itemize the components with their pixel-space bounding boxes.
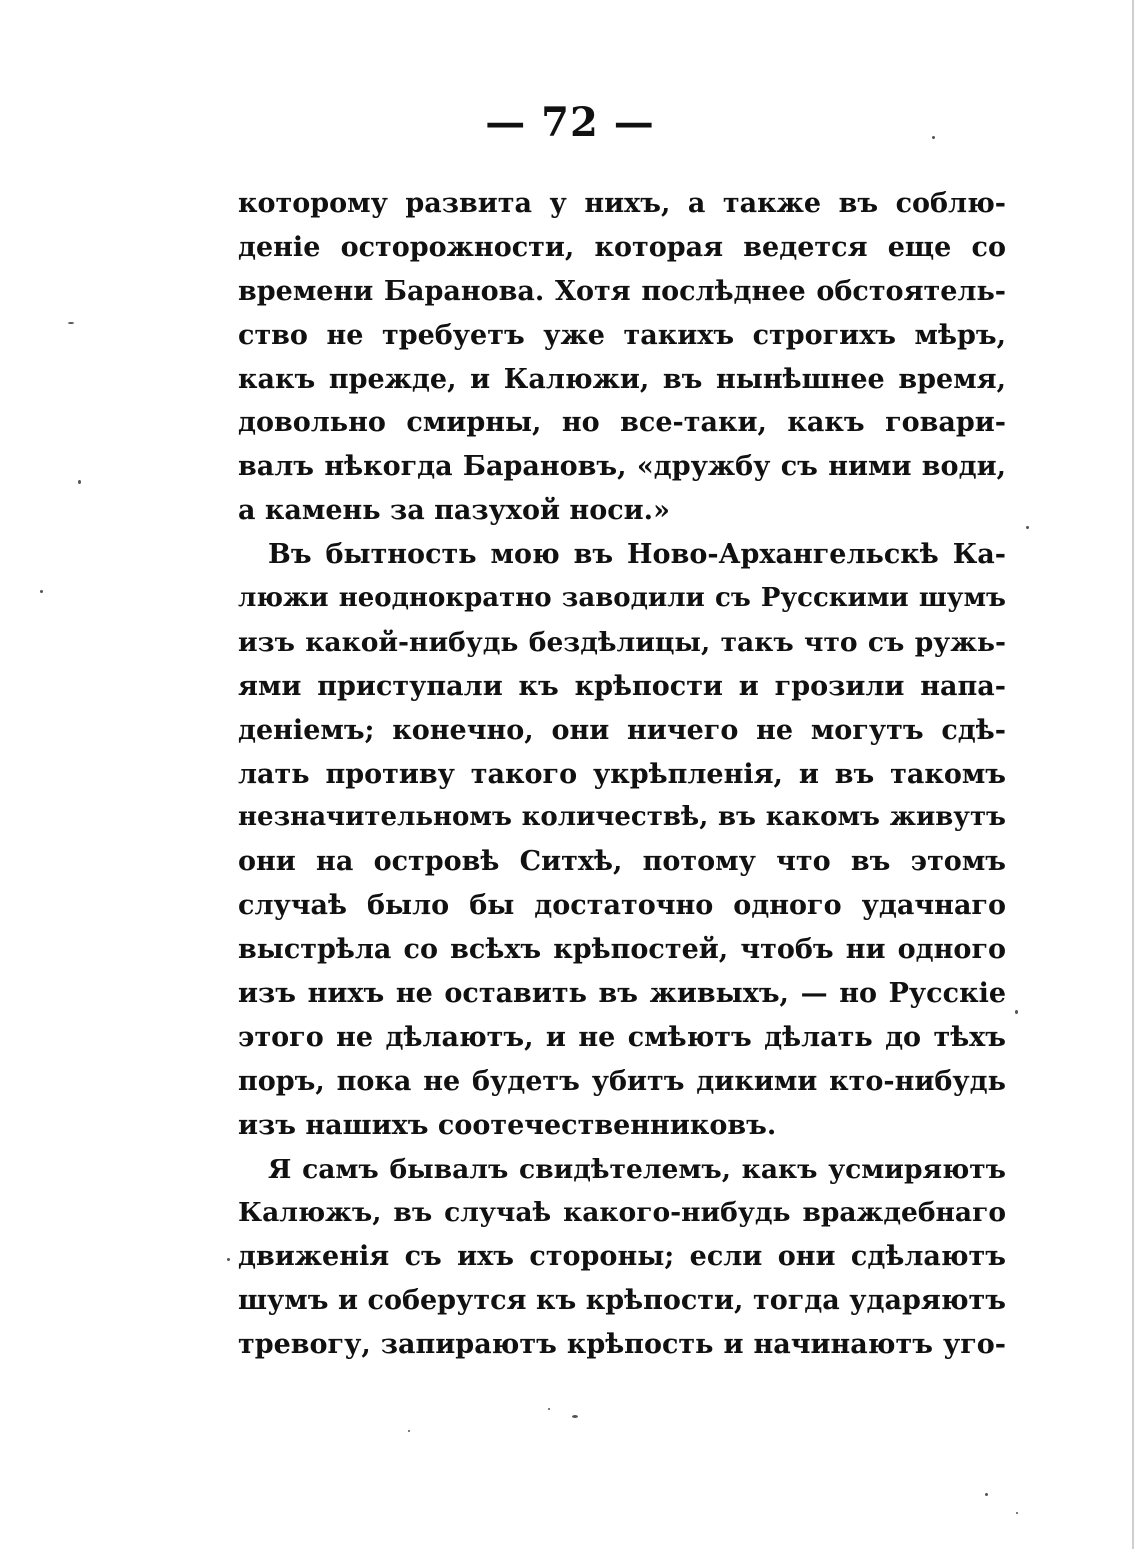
scan-speck bbox=[68, 322, 74, 324]
scan-speck bbox=[227, 1258, 230, 1261]
scan-speck bbox=[40, 590, 43, 593]
text-line: Я самъ бывалъ свидѣтелемъ, какъ усмиряютъ bbox=[268, 1153, 1006, 1185]
scan-speck bbox=[1026, 526, 1029, 529]
text-line: этого не дѣлаютъ, и не смѣютъ дѣлать до тѣхъ bbox=[238, 1021, 1006, 1053]
paragraph-2 bbox=[238, 533, 1006, 1147]
text-line: Калюжъ, въ случаѣ какого-нибудь враждебнаго bbox=[238, 1197, 1006, 1229]
text-line: а камень за пазухой носи.» bbox=[238, 495, 670, 527]
text-line: выстрѣла со всѣхъ крѣпостей, чтобъ ни одного bbox=[238, 934, 1006, 966]
text-line: люжи неоднократно заводили съ Русскими шумъ bbox=[238, 583, 1006, 614]
text-line: поръ, пока не будетъ убитъ дикими кто-нибудь bbox=[238, 1065, 1006, 1097]
text-line: незначительномъ количествѣ, въ какомъ живутъ bbox=[238, 802, 1006, 833]
text-line: какъ прежде, и Калюжи, въ нынѣшнее время, bbox=[238, 363, 1006, 395]
text-line: которому развита у нихъ, а также въ соблю- bbox=[238, 188, 1006, 219]
text-line: ство не требуетъ уже такихъ строгихъ мѣръ, bbox=[238, 319, 1006, 351]
paragraph-3 bbox=[238, 1148, 1006, 1367]
text-line: времени Баранова. Хотя послѣднее обстоятель- bbox=[238, 275, 1006, 307]
text-line: валъ нѣкогда Барановъ, «дружбу съ ними води, bbox=[238, 451, 1006, 483]
scan-speck bbox=[932, 136, 935, 139]
text-line: шумъ и соберутся къ крѣпости, тогда ударяютъ bbox=[238, 1285, 1006, 1317]
text-line: они на островѣ Ситхѣ, потому что въ этомъ bbox=[238, 846, 1006, 878]
scan-speck bbox=[408, 1430, 410, 1432]
body-text bbox=[238, 182, 1006, 1367]
text-line: изъ какой-нибудь бездѣлицы, такъ что съ ружь- bbox=[238, 626, 1006, 658]
scan-speck bbox=[1015, 1010, 1018, 1014]
text-line: ями приступали къ крѣпости и грозили напа- bbox=[238, 670, 1006, 702]
paragraph-1 bbox=[238, 182, 1006, 533]
text-line: довольно смирны, но все-таки, какъ говари- bbox=[238, 407, 1006, 439]
scan-speck bbox=[985, 1493, 988, 1496]
text-line: тревогу, запираютъ крѣпость и начинаютъ уго- bbox=[238, 1329, 1006, 1361]
scan-speck bbox=[1016, 1512, 1018, 1514]
page-number: — 72 — bbox=[485, 99, 655, 146]
scan-speck bbox=[78, 480, 81, 484]
page-edge-line bbox=[1132, 0, 1134, 1549]
text-line: лать противу такого укрѣпленія, и въ такомъ bbox=[238, 758, 1006, 790]
text-line: деніемъ; конечно, они ничего не могутъ сдѣ- bbox=[238, 714, 1006, 746]
text-line: изъ нихъ не оставить въ живыхъ, — но Русскіе bbox=[238, 978, 1006, 1010]
scan-speck bbox=[548, 1408, 550, 1410]
text-line: движенія съ ихъ стороны; если они сдѣлаютъ bbox=[238, 1241, 1006, 1273]
text-line: случаѣ было бы достаточно одного удачнаго bbox=[238, 890, 1006, 922]
text-line: деніе осторожности, которая ведется еще со bbox=[238, 231, 1006, 263]
text-line: Въ бытность мою въ Ново-Архангельскѣ Ка- bbox=[268, 539, 1006, 571]
text-line: изъ нашихъ соотечественниковъ. bbox=[238, 1109, 777, 1141]
scan-speck bbox=[572, 1415, 578, 1418]
